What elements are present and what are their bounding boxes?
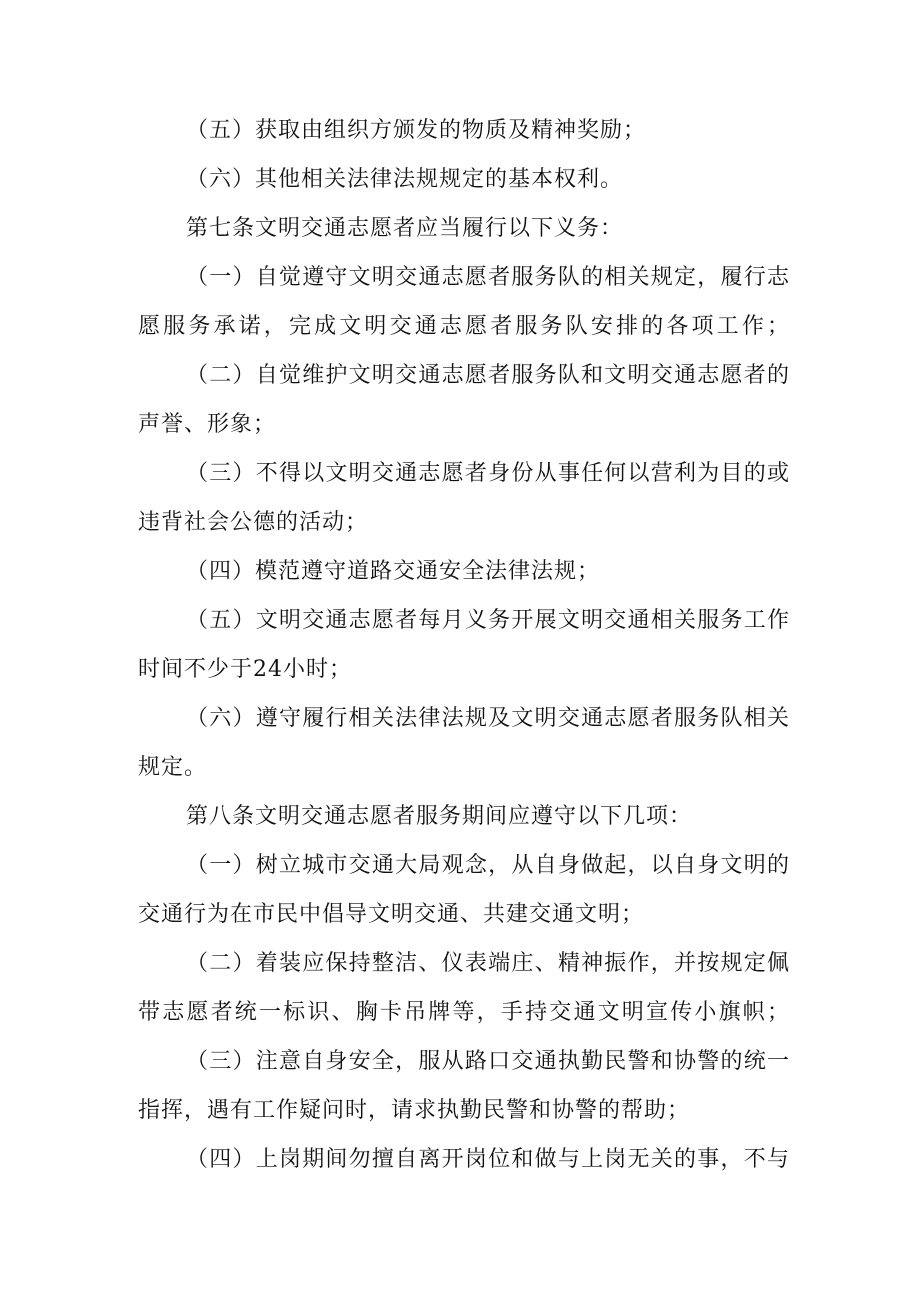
duty-3-line-2: 违背社会公德的活动； bbox=[138, 510, 369, 535]
rule-4-line-1: （四）上岗期间勿擅自离开岗位和做与上岗无关的事，不与 bbox=[186, 1147, 790, 1172]
duty-1-line-2: 愿服务承诺，完成文明交通志愿者服务队安排的各项工作； bbox=[138, 314, 790, 339]
duty-6-line-1: （六）遵守履行相关法律法规及文明交通志愿者服务队相关 bbox=[186, 706, 790, 731]
duty-2-line-2: 声誉、形象； bbox=[138, 412, 277, 437]
item-other-rights: （六）其他相关法律法规规定的基本权利。 bbox=[186, 167, 624, 192]
rule-2-line-1: （二）着装应保持整洁、仪表端庄、精神振作，并按规定佩 bbox=[186, 951, 790, 976]
duty-2-line-1: （二）自觉维护文明交通志愿者服务队和文明交通志愿者的 bbox=[186, 363, 790, 388]
rule-1-line-1: （一）树立城市交通大局观念，从自身做起，以自身文明的 bbox=[186, 853, 790, 878]
rule-3-line-2: 指挥，遇有工作疑问时，请求执勤民警和协警的帮助； bbox=[138, 1098, 691, 1123]
article-7-heading: 第七条文明交通志愿者应当履行以下义务： bbox=[186, 216, 624, 241]
item-reward: （五）获取由组织方颁发的物质及精神奖励； bbox=[186, 118, 647, 143]
rule-1-line-2: 交通行为在市民中倡导文明交通、共建交通文明； bbox=[138, 902, 645, 927]
duty-4: （四）模范遵守道路交通安全法律法规； bbox=[186, 559, 601, 584]
article-8-heading: 第八条文明交通志愿者服务期间应遵守以下几项： bbox=[186, 804, 693, 829]
rule-2-line-2: 带志愿者统一标识、胸卡吊牌等，手持交通文明宣传小旗帜； bbox=[138, 1000, 790, 1025]
duty-3-line-1: （三）不得以文明交通志愿者身份从事任何以营利为目的或 bbox=[186, 461, 790, 486]
rule-3-line-1: （三）注意自身安全，服从路口交通执勤民警和协警的统一 bbox=[186, 1049, 790, 1074]
duty-5-line-1: （五）文明交通志愿者每月义务开展文明交通相关服务工作 bbox=[186, 608, 790, 633]
duty-1-line-1: （一）自觉遵守文明交通志愿者服务队的相关规定，履行志 bbox=[186, 265, 790, 290]
duty-6-line-2: 规定。 bbox=[138, 755, 208, 780]
duty-5-line-2: 时间不少于24小时； bbox=[138, 657, 352, 682]
